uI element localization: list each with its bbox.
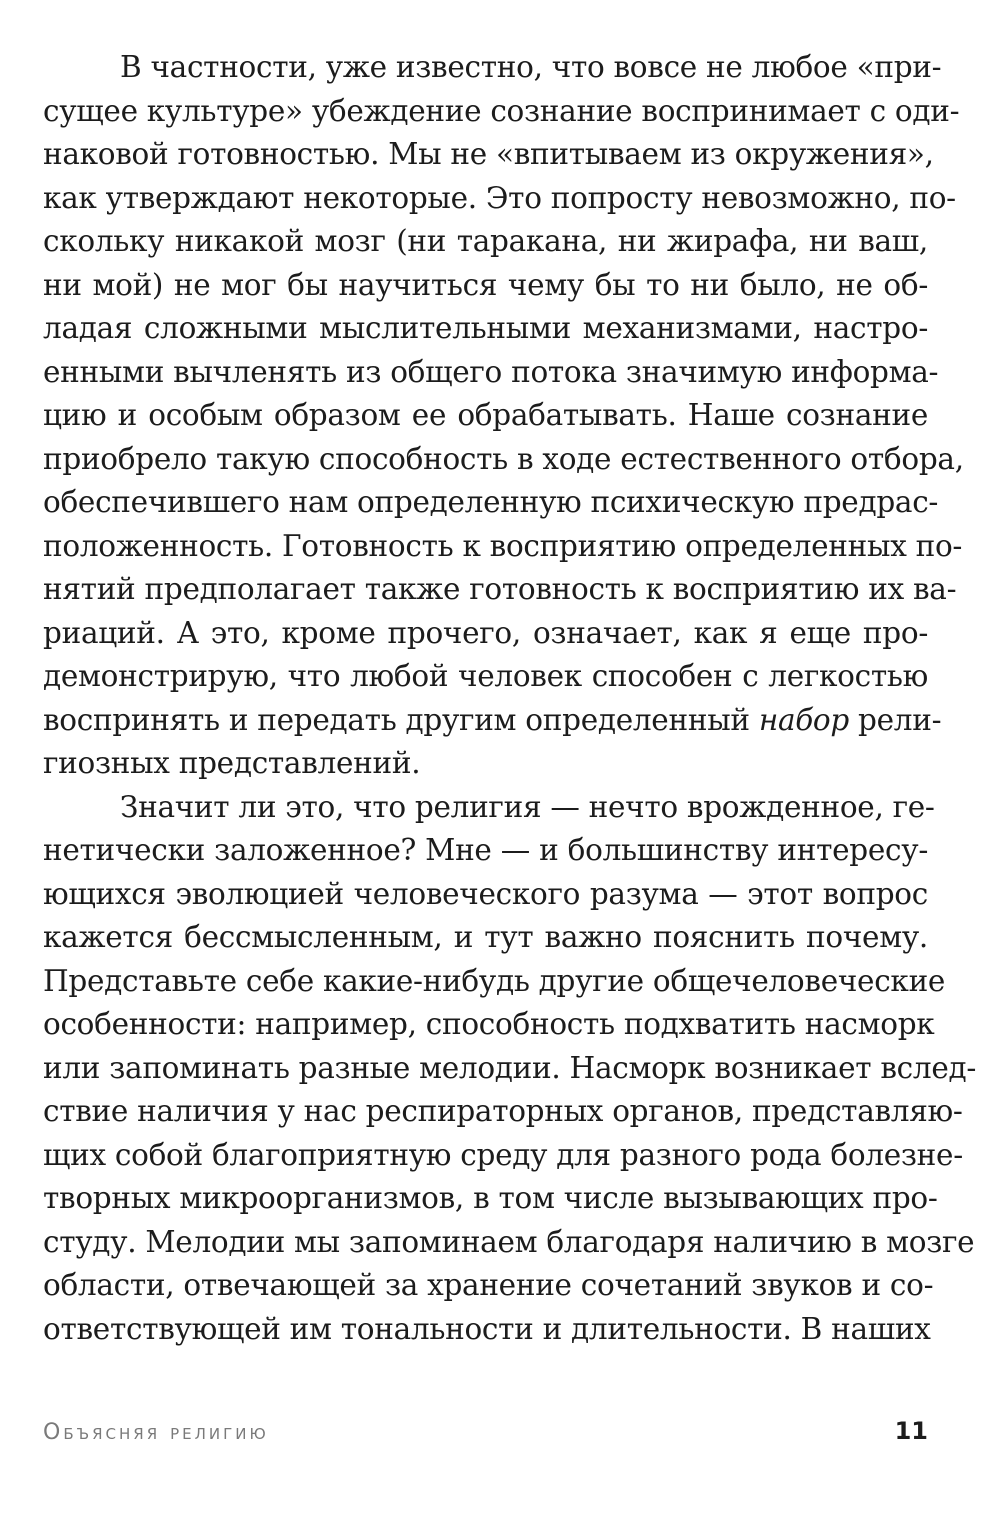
text-line: Представьте себе какие-нибудь другие общечеловеческие [43, 963, 946, 998]
text-line: цию и особым образом ее обрабатывать. Наше сознание [43, 398, 928, 432]
text-line: обеспечившего нам определенную психическую предрас- [43, 485, 939, 519]
text-line: ющихся эволюцией человеческого разума — этот вопрос [43, 876, 928, 911]
text-line: приобрело такую способность в ходе естественного отбора, [43, 441, 964, 476]
text-line: Значит ли это, что религия — нечто врожденное, ге- [120, 789, 935, 824]
text-line: ответствующей им тональности и длительности. В наших [43, 1311, 931, 1346]
text-line: области, отвечающей за хранение сочетаний звуков и со- [43, 1268, 934, 1302]
text-line: нетически заложенное? Мне — и большинству интересу- [43, 833, 928, 867]
text-line: ладая сложными мыслительными механизмами, настро- [43, 311, 928, 345]
text-line: щих собой благоприятную среду для разного рода болезне- [43, 1137, 963, 1172]
text-segment: рели- [848, 702, 942, 737]
text-segment: воспринять и передать другим определенный [43, 702, 759, 737]
body-text [43, 46, 977, 1351]
text-line: положенность. Готовность к восприятию определенных по- [43, 528, 963, 563]
italic-term: набор [758, 702, 849, 737]
text-line: енными вычленять из общего потока значимую информа- [43, 354, 939, 389]
text-line: риаций. А это, кроме прочего, означает, как я еще про- [43, 615, 928, 650]
text-line: демонстрирую, что любой человек способен с легкостью [43, 659, 928, 693]
text-line: ни мой) не мог бы научиться чему бы то ни было, не об- [43, 267, 928, 302]
text-line: гиозных представлений. [43, 746, 421, 780]
text-line: наковой готовностью. Мы не «впитываем из окружения», [43, 137, 934, 171]
text-line: студу. Мелодии мы запоминаем благодаря наличию в мозге [43, 1224, 975, 1259]
text-line: нятий предполагает также готовность к восприятию их ва- [43, 572, 957, 606]
text-line: как утверждают некоторые. Это попросту невозможно, по- [43, 180, 956, 215]
text-line: особенности: например, способность подхватить насморк [43, 1007, 935, 1041]
text-line-with-italic [43, 699, 942, 743]
text-line: ствие наличия у нас респираторных органов, представляю- [43, 1094, 963, 1128]
text-line: кажется бессмысленным, и тут важно пояснить почему. [43, 920, 928, 954]
text-line: В частности, уже известно, что вовсе не любое «при- [120, 50, 942, 84]
text-line: сущее культуре» убеждение сознание воспринимает с оди- [43, 93, 960, 128]
running-title: Объясняя религию [43, 1420, 269, 1445]
text-line: или запоминать разные мелодии. Насморк возникает вслед- [43, 1050, 977, 1085]
text-line: скольку никакой мозг (ни таракана, ни жирафа, ни ваш, [43, 224, 928, 258]
page-number: 11 [894, 1417, 928, 1445]
text-line: творных микроорганизмов, в том числе вызывающих про- [43, 1181, 938, 1215]
